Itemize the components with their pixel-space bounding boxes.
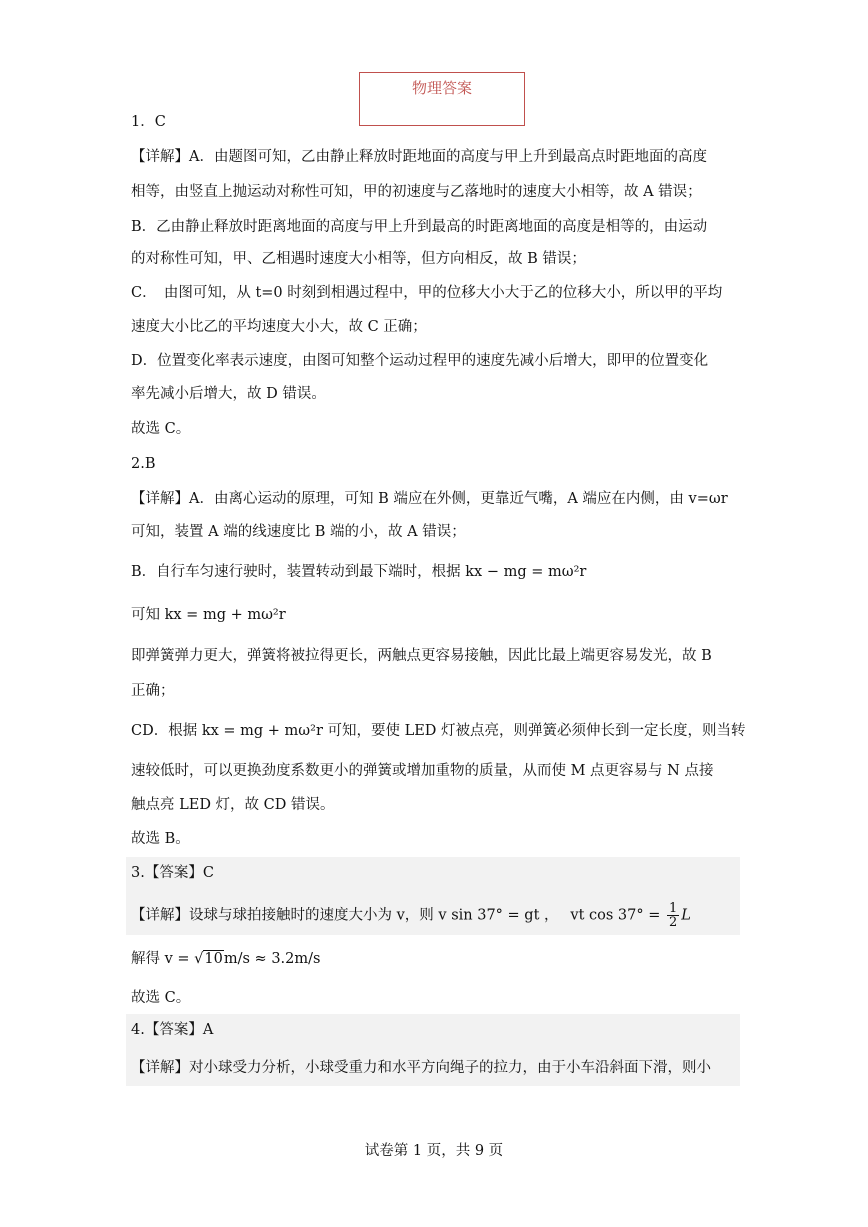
text-line: 即弹簧弹力更大，弹簧将被拉得更长，两触点更容易接触，因此比最上端更容易发光，故 B <box>131 648 712 664</box>
q3-detail-suffix: L <box>681 907 691 924</box>
text-line: B．乙由静止释放时距离地面的高度与甲上升到最高的时距离地面的高度是相等的，由运动 <box>131 219 708 235</box>
text-line: 故选 B。 <box>131 831 190 847</box>
sqrt-argument: 10 <box>204 951 223 967</box>
text-line: 【详解】对小球受力分析，小球受重力和水平方向绳子的拉力，由于小车沿斜面下滑，则小 <box>131 1060 711 1076</box>
text-line: 速度大小比乙的平均速度大小大，故 C 正确； <box>131 319 427 335</box>
page-footer: 试卷第 1 页，共 9 页 <box>364 1143 504 1159</box>
text-line: 故选 C。 <box>131 990 191 1006</box>
text-line: 的对称性可知，甲、乙相遇时速度大小相等，但方向相反，故 B 错误； <box>131 251 586 267</box>
text-line: 【详解】A．由离心运动的原理，可知 B 端应在外侧，更靠近气嘴，A 端应在内侧，由 v=ωr <box>131 491 728 507</box>
text-line: B．自行车匀速行驶时，装置转动到最下端时，根据 kx − mg = mω²r <box>131 564 587 580</box>
q3-detail-line <box>131 902 691 929</box>
answer-title-box <box>359 72 525 126</box>
text-line: 2.B <box>131 456 156 472</box>
q3-solve-suffix: m/s ≈ 3.2m/s <box>223 951 321 967</box>
text-line: 【详解】A．由题图可知，乙由静止释放时距地面的高度与甲上升到最高点时距地面的高度 <box>131 149 707 165</box>
text-line: D．位置变化率表示速度，由图可知整个运动过程甲的速度先减小后增大，即甲的位置变化 <box>131 353 709 369</box>
text-line: 可知 kx = mg + mω²r <box>131 607 286 623</box>
text-line: 速较低时，可以更换劲度系数更小的弹簧或增加重物的质量，从而使 M 点更容易与 N 点接 <box>131 763 714 779</box>
fraction-numerator: 1 <box>668 901 678 916</box>
text-line: CD．根据 kx = mg + mω²r 可知，要使 LED 灯被点亮，则弹簧必须伸长到一定长度，则当转 <box>131 723 746 739</box>
page-title: 物理答案 <box>411 79 472 97</box>
text-line: 可知，装置 A 端的线速度比 B 端的小，故 A 错误； <box>131 524 466 540</box>
text-line: 3.【答案】C <box>131 865 214 881</box>
fraction-denominator: 2 <box>668 915 678 930</box>
q3-solve-prefix: 解得 v = <box>131 951 195 967</box>
text-line: 正确； <box>131 683 175 699</box>
fraction <box>667 902 679 929</box>
text-line: 相等，由竖直上抛运动对称性可知，甲的初速度与乙落地时的速度大小相等，故 A 错误； <box>131 184 702 200</box>
text-line: 触点亮 LED 灯，故 CD 错误。 <box>131 797 335 813</box>
text-line: 1．C <box>131 114 166 130</box>
text-line: 4.【答案】A <box>131 1022 214 1038</box>
text-line: 率先减小后增大，故 D 错误。 <box>131 386 326 402</box>
text-line: C． 由图可知，从 t=0 时刻到相遇过程中，甲的位移大小大于乙的位移大小，所以甲的平均 <box>131 285 723 301</box>
q3-detail-prefix: 【详解】设球与球拍接触时的速度大小为 v，则 v sin 37° = gt ， vt cos 37° = <box>131 907 665 924</box>
text-line: 故选 C。 <box>131 421 191 437</box>
q3-solve-line: 解得 v = √10m/s ≈ 3.2m/s <box>131 951 321 967</box>
